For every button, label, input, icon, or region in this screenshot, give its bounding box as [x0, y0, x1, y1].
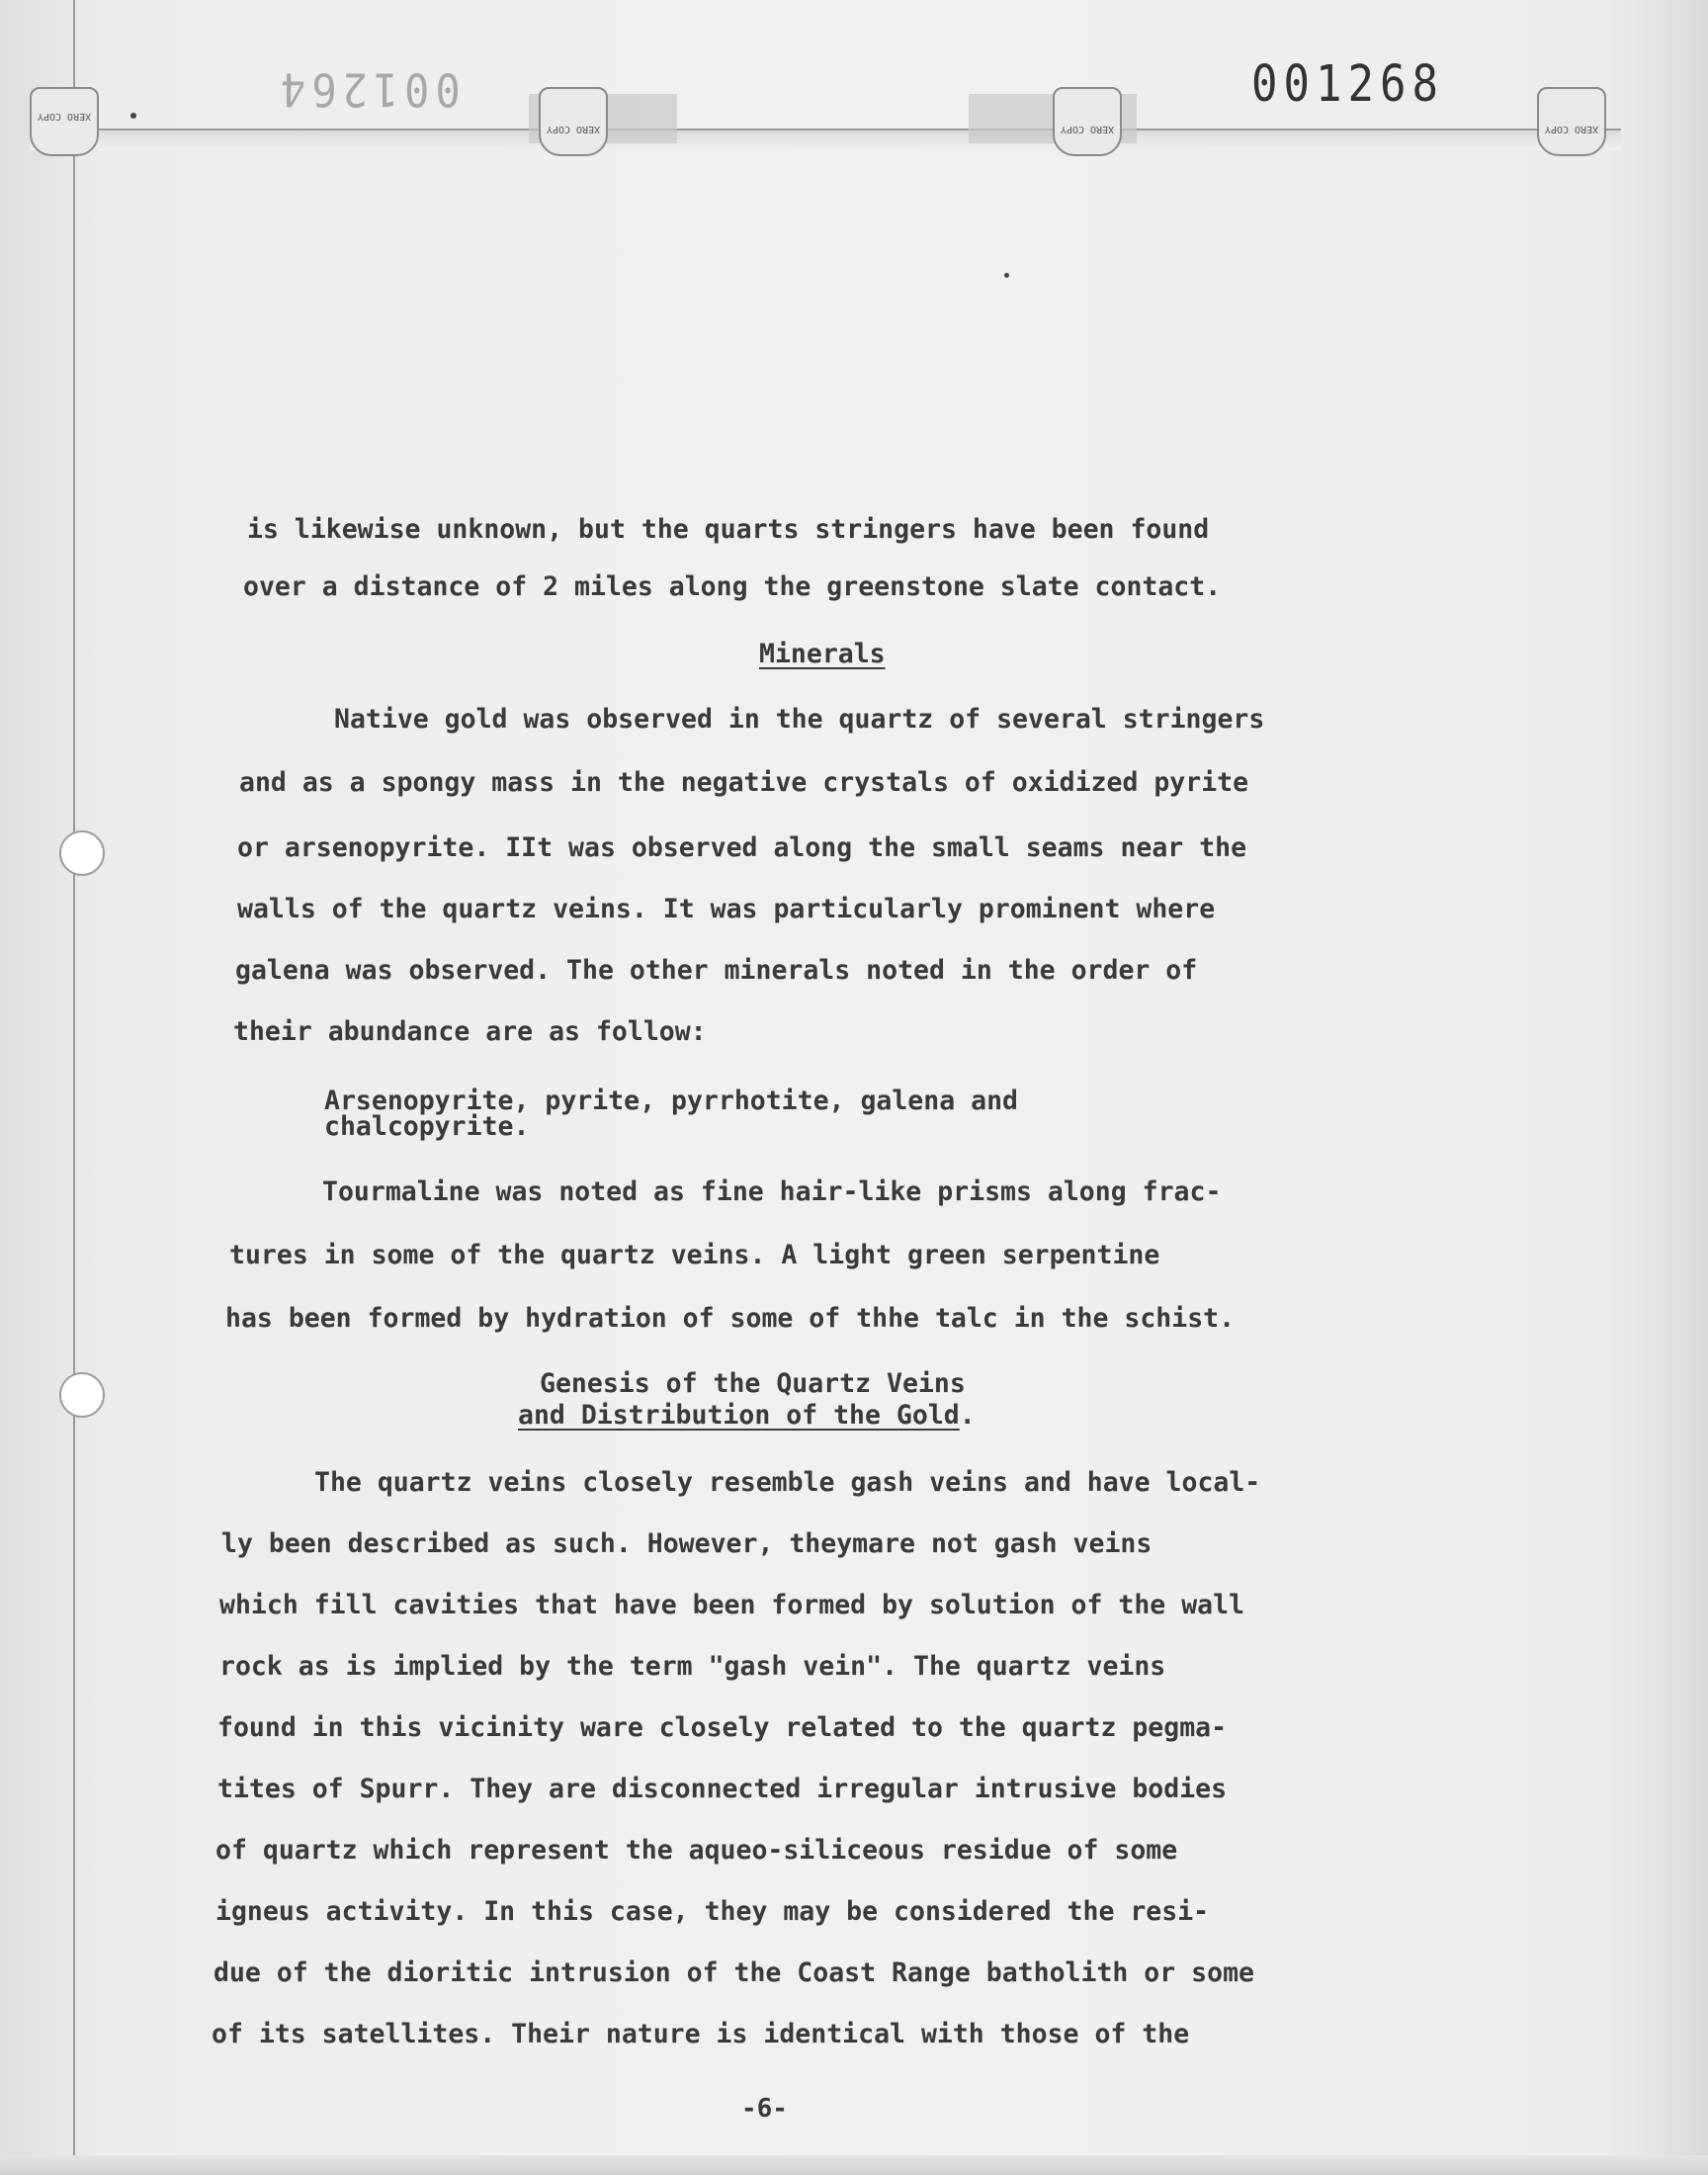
scan-speck: [130, 113, 136, 119]
xerox-copy-stamp: XERO COPY: [37, 111, 92, 122]
text-line: Arsenopyrite, pyrite, pyrrhotite, galena and: [324, 1086, 1018, 1116]
xerox-clip: [539, 87, 608, 156]
xerox-clip: [1537, 87, 1606, 156]
text-line: walls of the quartz veins. It was particularly prominent where: [237, 894, 1216, 924]
text-line: their abundance are as follow:: [233, 1016, 707, 1047]
xerox-copy-stamp: XERO COPY: [1544, 124, 1599, 134]
bottom-paper-edge: [0, 2155, 1708, 2175]
text-line: chalcopyrite.: [324, 1111, 530, 1142]
top-paper-edge: [30, 129, 1621, 150]
text-line: Native gold was observed in the quartz of several stringers: [334, 704, 1265, 735]
text-line: tites of Spurr. They are disconnected irregular intrusive bodies: [217, 1774, 1228, 1804]
text-line: which fill cavities that have been formed by solution of the wall: [219, 1590, 1245, 1620]
text-line: found in this vicinity ware closely related to the quartz pegma-: [217, 1712, 1228, 1743]
genesis-heading-line2: [518, 1400, 976, 1431]
text-line: or arsenopyrite. IIt was observed along the small seams near the: [237, 832, 1247, 863]
text-line: and as a spongy mass in the negative crystals of oxidized pyrite: [239, 767, 1249, 798]
minerals-heading: Minerals: [759, 639, 886, 669]
genesis-heading-line1: Genesis of the Quartz Veins: [540, 1368, 966, 1399]
text-line: tures in some of the quartz veins. A light green serpentine: [229, 1240, 1160, 1270]
text-line: galena was observed. The other minerals noted in the order of: [235, 955, 1198, 986]
text-line: ly been described as such. However, theymare not gash veins: [221, 1528, 1153, 1559]
doc-number: 001268: [1251, 55, 1444, 114]
text-line: rock as is implied by the term "gash vein". The quartz veins: [219, 1651, 1166, 1682]
xerox-copy-stamp: XERO COPY: [546, 124, 601, 134]
mirrored-doc-number: 001264: [275, 62, 461, 117]
text-line: due of the dioritic intrusion of the Coast Range batholith or some: [214, 1958, 1254, 1988]
genesis-heading-underlined: and Distribution of the Gold: [518, 1400, 960, 1431]
left-margin-rule: [73, 0, 75, 2175]
punch-hole: [59, 830, 105, 876]
genesis-heading-period: .: [959, 1400, 976, 1431]
text-line: igneus activity. In this case, they may be considered the resi-: [215, 1896, 1210, 1927]
text-line: of quartz which represent the aqueo-siliceous residue of some: [215, 1835, 1178, 1866]
text-line: has been formed by hydration of some of thhe talc in the schist.: [225, 1303, 1236, 1334]
page-number: -6-: [741, 2094, 788, 2124]
text-line: over a distance of 2 miles along the greenstone slate contact.: [243, 571, 1222, 602]
text-line: of its satellites. Their nature is identical with those of the: [212, 2019, 1190, 2049]
xerox-clip: [30, 87, 99, 156]
scan-speck: [1004, 273, 1009, 278]
text-line: Tourmaline was noted as fine hair-like prisms along frac-: [322, 1176, 1222, 1207]
punch-hole: [59, 1372, 105, 1418]
xerox-clip: [1053, 87, 1122, 156]
text-line: is likewise unknown, but the quarts stringers have been found: [247, 514, 1210, 545]
xerox-copy-stamp: XERO COPY: [1060, 124, 1115, 134]
text-line: The quartz veins closely resemble gash veins and have local-: [314, 1467, 1261, 1498]
